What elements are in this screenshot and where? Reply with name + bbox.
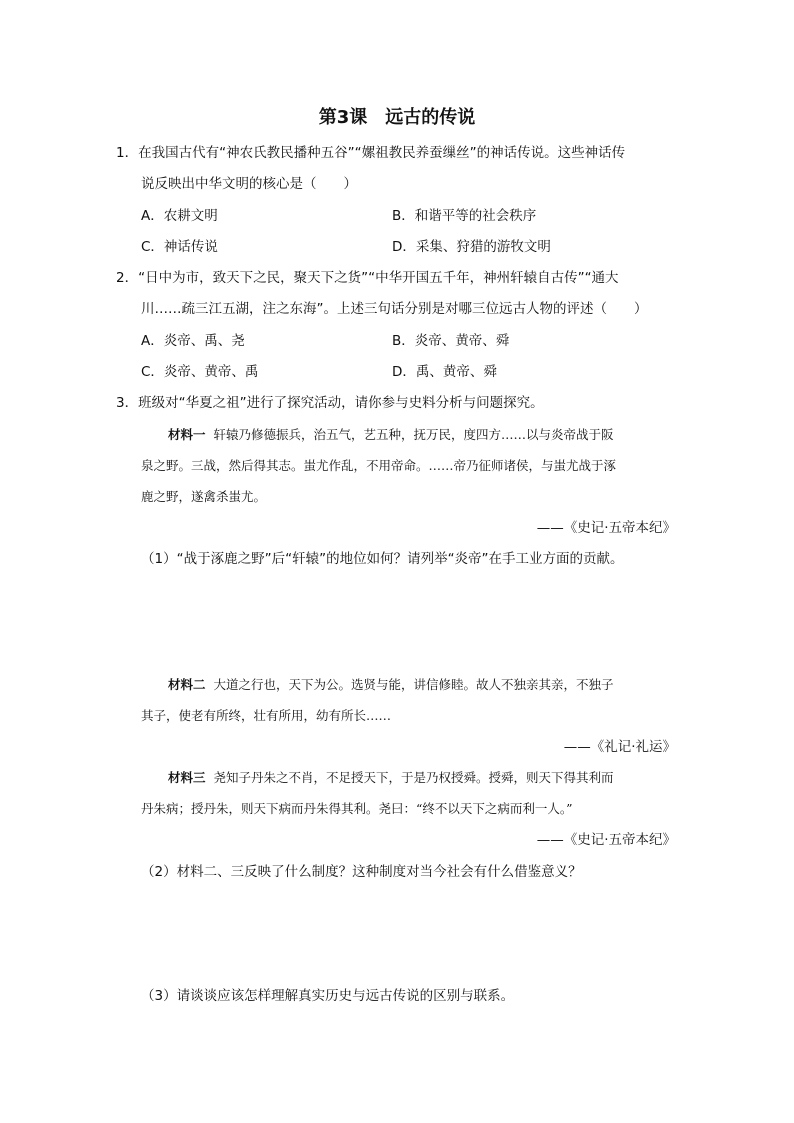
sub-question-3: （3）请谈谈应该怎样理解真实历史与远古传说的区别与联系。: [141, 988, 515, 1004]
material-2-line-1: [168, 675, 613, 695]
material-3-line-2: 丹朱病；授丹朱，则天下病而丹朱得其利。尧曰：“终不以天下之病而利一人。”: [141, 801, 573, 816]
q1-option-c: C．神话传说: [141, 239, 218, 255]
material-2-line-2: 其子，使老有所终，壮有所用，幼有所长……: [141, 708, 392, 723]
q1-stem-line-1: 1．在我国古代有“神农氏教民播种五谷”“嫘祖教民养蚕缫丝”的神话传说。这些神话传: [116, 145, 626, 161]
material-1-text: 轩辕乃修德振兵，治五气，艺五种，抚万民，度四方……以与炎帝战于阪: [213, 427, 614, 442]
material-1-line-2: 泉之野。三战，然后得其志。蚩尤作乱，不用帝命。……帝乃征师诸侯，与蚩尤战于涿: [141, 458, 617, 473]
material-3-line-1: [168, 768, 613, 788]
q2-option-b: B．炎帝、黄帝、舜: [392, 333, 510, 349]
material-3-text: 尧知子丹朱之不肖，不足授天下，于是乃权授舜。授舜，则天下得其利而: [213, 770, 614, 785]
material-2-source: ——《礼记·礼运》: [563, 739, 676, 755]
q2-option-c: C．炎帝、黄帝、禹: [141, 364, 259, 380]
q1-option-d: D．采集、狩猎的游牧文明: [392, 239, 551, 255]
sub-question-2: （2）材料二、三反映了什么制度？这种制度对当今社会有什么借鉴意义？: [141, 864, 582, 880]
material-1-line-1: [168, 425, 613, 445]
q2-stem-line-2: 川……疏三江五湖，注之东海”。上述三句话分别是对哪三位远古人物的评述（ ）: [141, 301, 648, 317]
material-2-text: 大道之行也，天下为公。选贤与能，讲信修睦。故人不独亲其亲，不独子: [213, 677, 614, 692]
page-title: 第3课 远古的传说: [318, 107, 476, 128]
material-1-label: 材料一: [168, 427, 206, 442]
q2-option-a: A．炎帝、禹、尧: [141, 333, 245, 349]
sub-question-1: （1）“战于涿鹿之野”后“轩辕”的地位如何？请列举“炎帝”在手工业方面的贡献。: [141, 551, 624, 567]
q1-option-a: A．农耕文明: [141, 208, 218, 224]
material-1-line-3: 鹿之野，遂禽杀蚩尤。: [141, 489, 267, 504]
q1-stem-line-2: 说反映出中华文明的核心是（ ）: [141, 176, 357, 192]
q2-option-d: D．禹、黄帝、舜: [392, 364, 497, 380]
material-1-source: ——《史记·五帝本纪》: [536, 520, 676, 536]
q2-stem-line-1: 2．“日中为市，致天下之民，聚天下之货”“中华开国五千年，神州轩辕自古传”“通大: [116, 270, 619, 286]
material-3-source: ——《史记·五帝本纪》: [536, 832, 676, 848]
material-2-label: 材料二: [168, 677, 206, 692]
q3-intro: 3．班级对“华夏之祖”进行了探究活动，请你参与史料分析与问题探究。: [116, 395, 544, 411]
q1-option-b: B．和谐平等的社会秩序: [392, 208, 537, 224]
material-3-label: 材料三: [168, 770, 206, 785]
